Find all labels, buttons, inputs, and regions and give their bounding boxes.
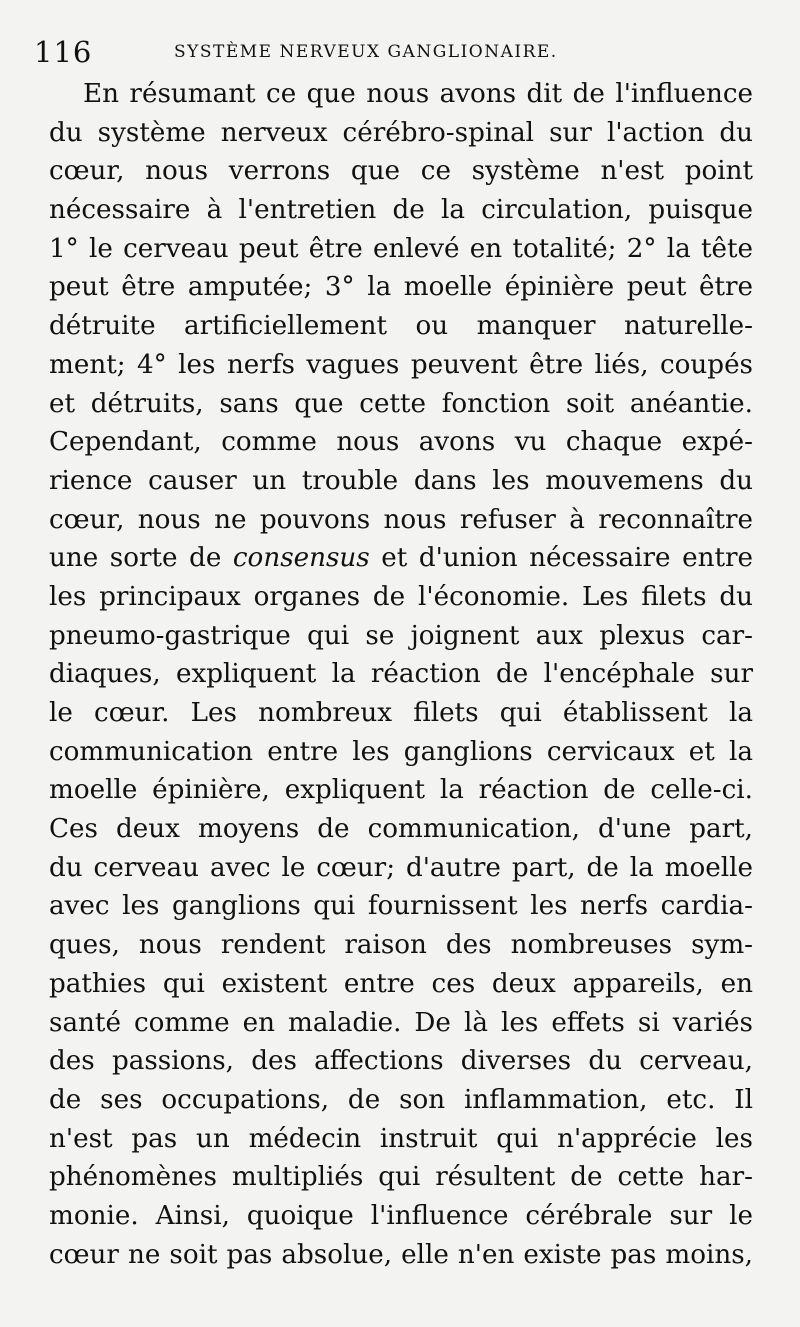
text-line: rience causer un trouble dans les mouvemens du <box>49 465 753 496</box>
text-line: ques, nous rendent raison des nombreuses sym- <box>49 930 753 961</box>
text-line: nécessaire à l'entretien de la circulation, puisque <box>49 195 753 226</box>
text-line: cœur, nous ne pouvons nous refuser à reconnaître <box>49 504 753 535</box>
page-header <box>34 30 774 74</box>
text-line: santé comme en maladie. De là les effets si variés <box>49 1007 753 1038</box>
text-line: et détruits, sans que cette fonction soit anéantie. <box>49 388 753 419</box>
page-number: 116 <box>34 35 93 69</box>
text-segment: et d'union nécessaire entre <box>369 543 753 574</box>
text-line: Cependant, comme nous avons vu chaque expé- <box>49 427 753 458</box>
text-line: 1° le cerveau peut être enlevé en totalité; 2° la tête <box>49 233 753 264</box>
text-line: communication entre les ganglions cervicaux et la <box>49 736 753 767</box>
text-line: diaques, expliquent la réaction de l'encéphale sur <box>49 659 753 690</box>
body-text <box>49 75 753 1274</box>
text-line: monie. Ainsi, quoique l'influence cérébrale sur le <box>49 1200 753 1231</box>
text-line <box>49 539 753 578</box>
text-line: ment; 4° les nerfs vagues peuvent être liés, coupés <box>49 349 753 380</box>
text-line: du cerveau avec le cœur; d'autre part, de la moelle <box>49 852 753 883</box>
text-line: avec les ganglions qui fournissent les nerfs cardia- <box>49 891 753 922</box>
text-line: les principaux organes de l'économie. Les filets du <box>49 581 753 612</box>
text-line: le cœur. Les nombreux filets qui établissent la <box>49 698 753 728</box>
text-line: Ces deux moyens de communication, d'une part, <box>49 814 753 845</box>
text-line: pathies qui existent entre ces deux appareils, en <box>49 968 753 999</box>
text-line: peut être amputée; 3° la moelle épinière peut être <box>49 272 753 303</box>
text-line: des passions, des affections diverses du cerveau, <box>49 1046 753 1077</box>
text-line: n'est pas un médecin instruit qui n'apprécie les <box>49 1123 753 1154</box>
text-line: du système nerveux cérébro-spinal sur l'action du <box>49 117 753 148</box>
running-head: SYSTÈME NERVEUX GANGLIONAIRE. <box>174 42 558 62</box>
text-line: cœur, nous verrons que ce système n'est point <box>49 156 753 187</box>
text-line: détruite artificiellement ou manquer naturelle- <box>49 311 753 342</box>
text-line: de ses occupations, de son inflammation, etc. Il <box>49 1084 753 1115</box>
text-line: phénomènes multipliés qui résultent de cette har- <box>49 1162 753 1193</box>
italic-term: consensus <box>232 543 370 574</box>
text-line: pneumo-gastrique qui se joignent aux plexus car- <box>49 620 753 651</box>
text-line: moelle épinière, expliquent la réaction de celle-ci. <box>49 775 753 806</box>
text-segment: une sorte de <box>49 543 233 574</box>
text-line: En résumant ce que nous avons dit de l'influence <box>83 79 753 109</box>
text-line: cœur ne soit pas absolue, elle n'en existe pas moins, <box>49 1239 753 1270</box>
